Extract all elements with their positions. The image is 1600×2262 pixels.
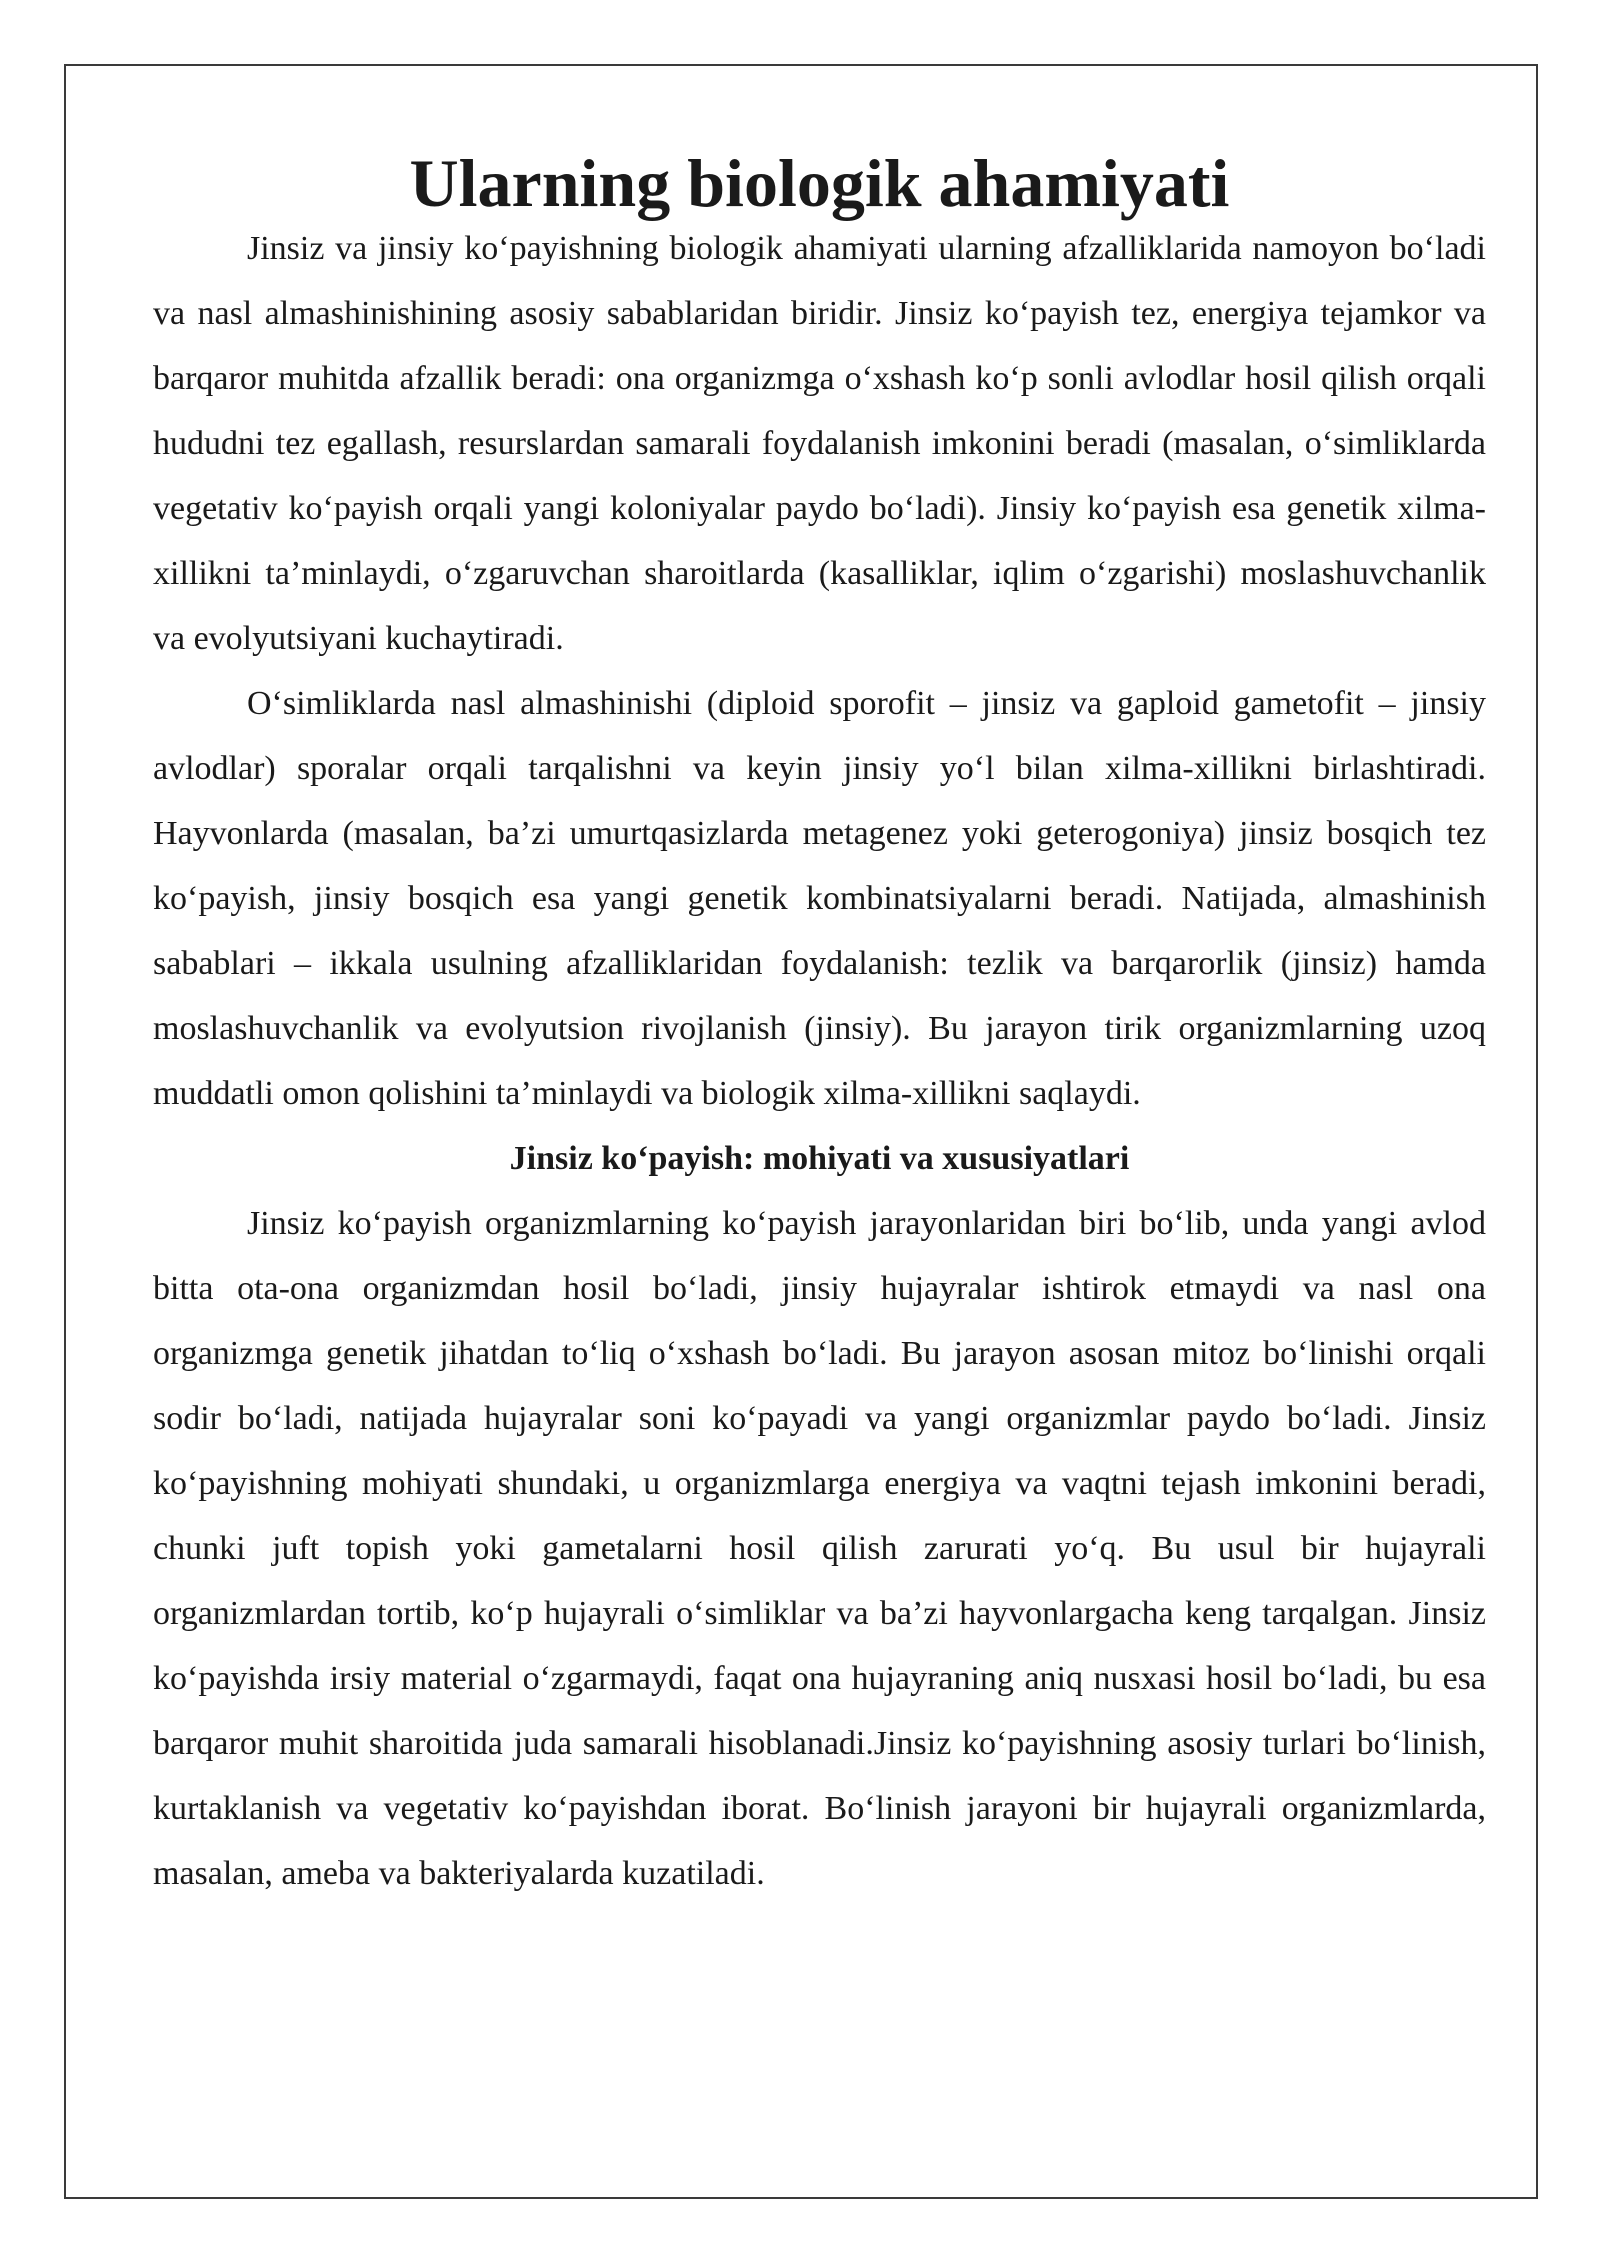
paragraph-1: Jinsiz va jinsiy ko‘payishning biologik ahamiyati ularning afzalliklarida namoyon bo‘ladi va nasl almashinishining asosiy sabablaridan biridir. Jinsiz ko‘payish tez, energiya tejamkor va barqaror muhitda afzallik beradi: ona organizmga o‘xshash ko‘p sonli avlodlar hosil qilish orqali hududni tez egallash, resurslardan samarali foydalanish imkonini beradi (masalan, o‘simliklarda vegetativ ko‘payish orqali yangi koloniyalar paydo bo‘ladi). Jinsiy ko‘payish esa genetik xilma-xillikni ta’minlaydi, o‘zgaruvchan sharoitlarda (kasalliklar, iqlim o‘zgarishi) moslashuvchanlik va evolyutsiyani kuchaytiradi. bbox=[153, 230, 1486, 657]
paragraph-2: O‘simliklarda nasl almashinishi (diploid sporofit – jinsiz va gaploid gametofit – jinsiy avlodlar) sporalar orqali tarqalishni va keyin jinsiy yo‘l bilan xilma-xillikni birlashtiradi. Hayvonlarda (masalan, ba’zi umurtqasizlarda metagenez yoki geterogoniya) jinsiz bosqich tez ko‘payish, jinsiy bosqich esa yangi genetik kombinatsiyalarni beradi. Natijada, almashinish sabablari – ikkala usulning afzalliklaridan foydalanish: tezlik va barqarorlik (jinsiz) hamda moslashuvchanlik va evolyutsion rivojlanish (jinsiy). Bu jarayon tirik organizmlarning uzoq muddatli omon qolishini ta’minlaydi va biologik xilma-xillikni saqlaydi. bbox=[153, 685, 1486, 1112]
paragraph-3: Jinsiz ko‘payish organizmlarning ko‘payish jarayonlaridan biri bo‘lib, unda yangi avlod bitta ota-ona organizmdan hosil bo‘ladi, jinsiy hujayralar ishtirok etmaydi va nasl ona organizmga genetik jihatdan to‘liq o‘xshash bo‘ladi. Bu jarayon asosan mitoz bo‘linishi orqali sodir bo‘ladi, natijada hujayralar soni ko‘payadi va yangi organizmlar paydo bo‘ladi. Jinsiz ko‘payishning mohiyati shundaki, u organizmlarga energiya va vaqtni tejash imkonini beradi, chunki juft topish yoki gametalarni hosil qilish zarurati yo‘q. Bu usul bir hujayrali organizmlardan tortib, ko‘p hujayrali o‘simliklar va ba’zi hayvonlargacha keng tarqalgan. Jinsiz ko‘payishda irsiy material o‘zgarmaydi, faqat ona hujayraning aniq nusxasi hosil bo‘ladi, bu esa barqaror muhit sharoitida juda samarali hisoblanadi.Jinsiz ko‘payishning asosiy turlari bo‘linish, kurtaklanish va vegetativ ko‘payishdan iborat. Bo‘linish jarayoni bir hujayrali organizmlarda, masalan, ameba va bakteriyalarda kuzatiladi. bbox=[153, 1205, 1486, 1892]
section-heading-biological-significance: Ularning biologik ahamiyati bbox=[409, 145, 1230, 221]
section-heading-asexual-reproduction: Jinsiz ko‘payish: mohiyati va xususiyatlari bbox=[509, 1140, 1130, 1177]
document-body bbox=[153, 145, 1486, 1906]
